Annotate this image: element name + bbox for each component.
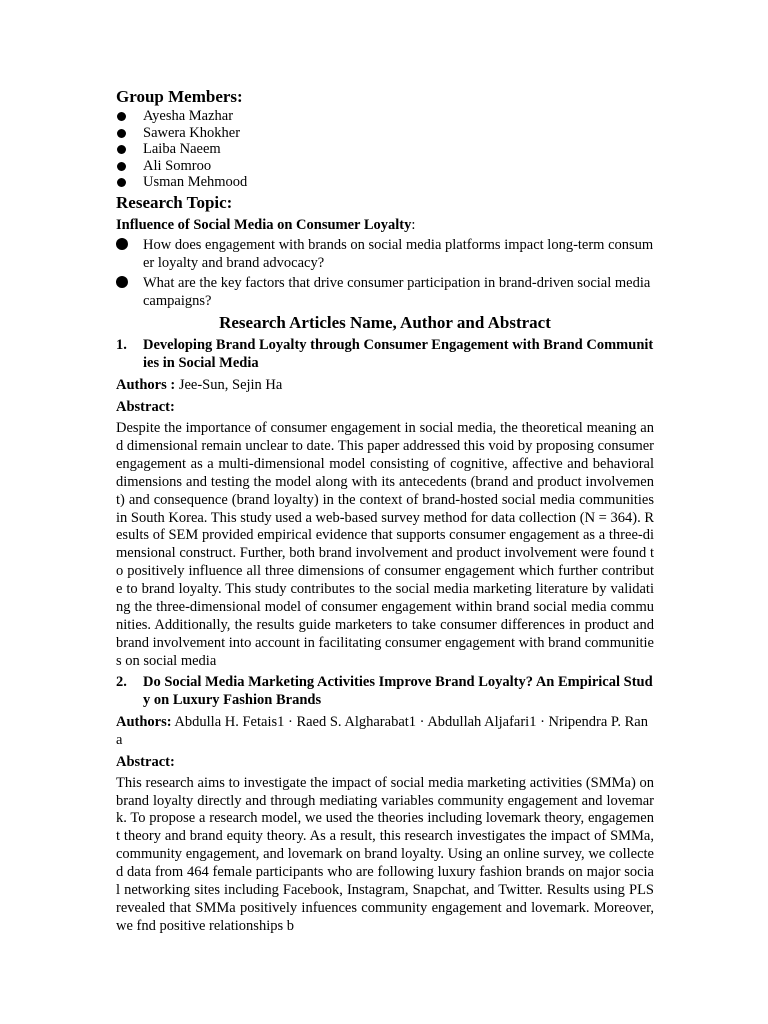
article-authors: Authors: Abdulla H. Fetais1 · Raed S. Algharabat1 · Abdullah Aljafari1 · Nripendra P. Rana bbox=[116, 713, 648, 748]
list-item: How does engagement with brands on social media platforms impact long-term consumer loyalty and brand advocacy? bbox=[116, 236, 654, 272]
article-title: 2. Do Social Media Marketing Activities Improve Brand Loyalty? An Empirical Study on Luxury Fashion Brands bbox=[116, 673, 653, 708]
bullet-icon bbox=[117, 145, 126, 154]
bullet-icon bbox=[116, 276, 128, 288]
articles-heading: Research Articles Name, Author and Abstract bbox=[219, 312, 551, 332]
list-item: Ali Somroo bbox=[116, 158, 654, 175]
list-item: Usman Mehmood bbox=[116, 174, 654, 191]
list-item: Laiba Naeem bbox=[116, 141, 654, 158]
list-item: Ayesha Mazhar bbox=[116, 108, 654, 125]
abstract-text: Despite the importance of consumer engagement in social media, the theoretical meaning and dimensional remain unclear to date. This paper addressed this void by proposing consumer engagement as a multi-dimensional model consisting of cognitive, affective and behavioral dimensions and testing the model along with its antecedents (brand and product involvement) and consequence (brand loyalty) in the context of brand-hosted social media communities in South Korea. This study used a web-based survey method for data collection (N = 364). Results of SEM provided empirical evidence that supports consumer engagement as a three-dimensional construct. Further, both brand involvement and product involvement were found to positively influence all three dimensions of consumer engagement which further contribute to brand loyalty. This study contributes to the social media marketing literature by validating the three-dimensional model of consumer engagement within brand social media communities. Additionally, the results guide marketers to take consumer differences in product and brand involvement into account in facilitating consumer engagement with brand communities on social media bbox=[116, 419, 654, 669]
article-1 bbox=[116, 336, 654, 671]
list-item: What are the key factors that drive consumer participation in brand-driven social media campaigns? bbox=[116, 274, 654, 310]
bullet-icon bbox=[117, 129, 126, 138]
bullet-icon bbox=[117, 178, 126, 187]
article-title: 1. Developing Brand Loyalty through Consumer Engagement with Brand Communities in Social Media bbox=[116, 336, 654, 371]
group-members-heading: Group Members: bbox=[116, 87, 243, 106]
abstract-label: Abstract: bbox=[116, 398, 175, 415]
article-authors: Authors : Jee-Sun, Sejin Ha bbox=[116, 376, 283, 393]
document-page bbox=[116, 86, 654, 938]
research-questions-list bbox=[116, 236, 654, 310]
bullet-icon bbox=[117, 162, 126, 171]
group-members-list bbox=[116, 108, 654, 191]
bullet-icon bbox=[117, 112, 126, 121]
research-topic-subtitle: Influence of Social Media on Consumer Loyalty: bbox=[116, 216, 416, 233]
bullet-icon bbox=[116, 238, 128, 250]
abstract-label: Abstract: bbox=[116, 753, 175, 770]
article-2 bbox=[116, 673, 654, 936]
research-topic-heading: Research Topic: bbox=[116, 192, 233, 212]
list-item: Sawera Khokher bbox=[116, 125, 654, 142]
abstract-text: This research aims to investigate the impact of social media marketing activities (SMMa) on brand loyalty directly and through mediating variables community engagement and lovemark. To propose a research model, we used the theories including lovemark theory, engagement theory and brand equity theory. As a result, this research investigates the impact of SMMa, community engagement, and lovemark on brand loyalty. Using an online survey, we collected data from 464 female participants who are following luxury fashion brands on major social networking sites including Facebook, Instagram, Snapchat, and Twitter. Results using PLS revealed that SMMa positively infuences community engagement and lovemark. Moreover, we fnd positive relationships b bbox=[116, 774, 654, 934]
